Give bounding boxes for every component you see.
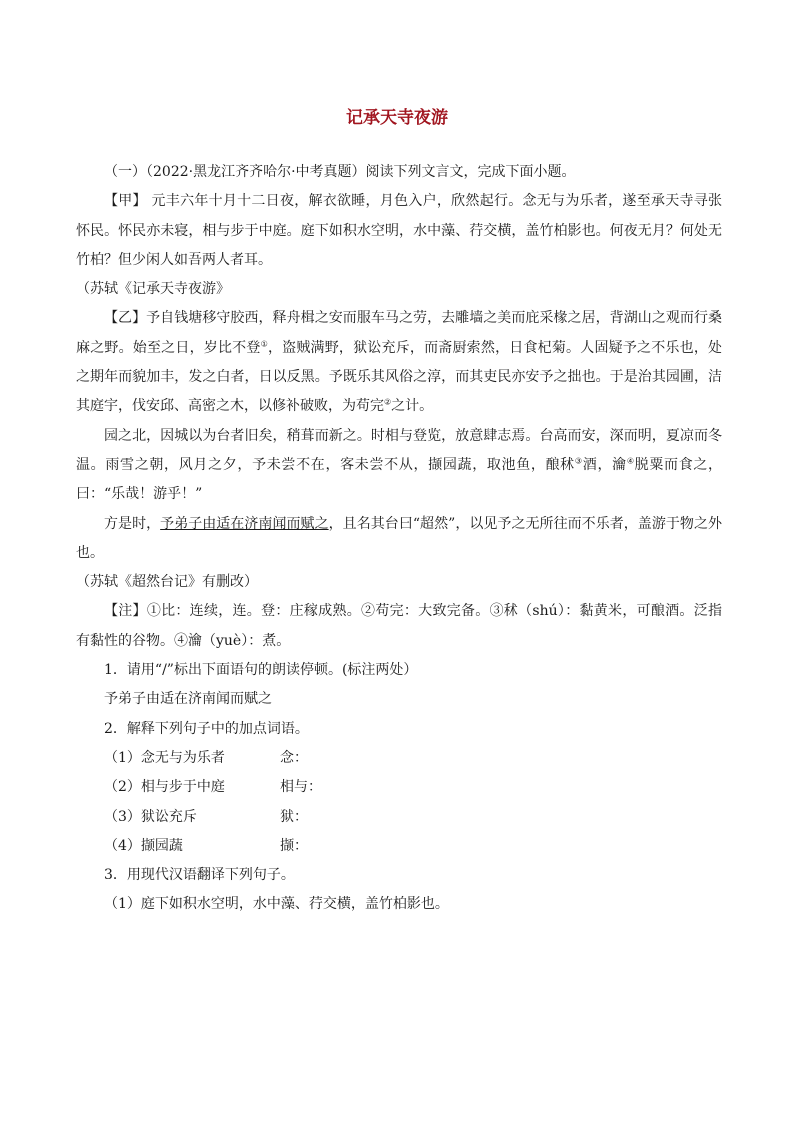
question-2-answer-slot: 相与： — [280, 779, 322, 796]
passage-yi-label: 【乙】 — [104, 310, 147, 327]
question-1-stem: 1．请用“/”标出下面语句的朗读停顿。(标注两处） — [104, 662, 418, 679]
question-2-phrase: （2）相与步于中庭 — [104, 779, 225, 796]
footnote-marker: ④ — [626, 456, 635, 466]
question-2-answer-slot: 念： — [280, 749, 308, 766]
passage-yi-source: （苏轼《超然台记》有删改） — [76, 574, 258, 591]
passage-yi-p1-part: ，盗贼满野，狱讼充斥，而斋厨索然，日食杞菊。人固疑予之不乐也，处之期年而貌加丰，发之白者，日以反黑。予既乐其风俗之淳，而其吏民亦安予之拙也。于是治其园圃，洁其庭宇，伐安邱、高密之木，以修补破败，为苟完 — [76, 339, 723, 415]
intro-line: （一）（2022·黑龙江齐齐哈尔·中考真题）阅读下列文言文，完成下面小题。 — [104, 164, 576, 180]
footnote-marker: ① — [260, 339, 268, 349]
question-2-item — [76, 773, 722, 802]
passage-yi-p1 — [76, 304, 722, 421]
passage-jia-source: （苏轼《记承天寺夜游》 — [76, 281, 230, 298]
question-2-answer-slot: 狱： — [280, 808, 308, 825]
question-3-item: （1）庭下如积水空明，水中藻、荇交横，盖竹柏影也。 — [104, 896, 449, 913]
question-2-phrase: （1）念无与为乐者 — [104, 749, 225, 766]
footnote-marker: ③ — [574, 456, 583, 466]
passage-yi-p1-part: 予自钱塘移守胶西，释舟楫之安而服车马之劳，去雕墙之美而庇采椽之居，背湖山之观而行桑麻之野。始至之日，岁比不登 — [76, 310, 722, 356]
question-2-phrase: （4）撷园蔬 — [104, 837, 183, 854]
passage-yi-p2 — [76, 422, 722, 510]
footnote-marker: ② — [384, 397, 392, 407]
document-body — [76, 158, 722, 920]
question-2-answer-slot: 撷： — [280, 837, 308, 854]
passage-jia-label: 【甲】 — [104, 193, 147, 210]
question-1-sentence: 予弟子由适在济南闻而赋之 — [104, 691, 272, 708]
page-title: 记承天寺夜游 — [346, 108, 448, 128]
passage-yi-p3-part: 方是时， — [104, 515, 161, 532]
question-2-item — [76, 832, 722, 861]
passage-jia — [76, 187, 722, 275]
passage-yi-p2-part: 脱粟而食之，曰：“乐哉！游乎！” — [76, 456, 723, 503]
question-2-item — [76, 744, 722, 773]
question-2-phrase: （3）狱讼充斥 — [104, 808, 197, 825]
annotation-note: 【注】①比：连续，连。登：庄稼成熟。②苟完：大致完备。③秫（shú）：黏黄米，可酿酒。泛指有黏性的谷物。④瀹（yuè）：煮。 — [76, 603, 722, 649]
passage-yi-p2-part: 园之北，因城以为台者旧矣，稍葺而新之。时相与登览，放意肆志焉。台高而安，深而明，夏凉而冬温。雨雪之朝，风月之夕，予未尝不在，客未尝不从，撷园蔬，取池鱼，酿秫 — [76, 427, 722, 473]
passage-jia-text: 元丰六年十月十二日夜，解衣欲睡，月色入户，欣然起行。念无与为乐者，遂至承天寺寻张怀民。怀民亦未寝，相与步于中庭。庭下如积水空明，水中藻、荇交横，盖竹柏影也。何夜无月？何处无竹柏？但少闲人如吾两人者耳。 — [76, 193, 723, 268]
passage-yi-p3-part: ，且名其台曰“超然”，以见予之无所往而不乐者，盖游于物之外也。 — [76, 515, 723, 561]
passage-yi-p2-part: 酒，瀹 — [582, 456, 627, 473]
question-2-item — [76, 803, 722, 832]
question-2-stem: 2．解释下列句子中的加点词语。 — [104, 720, 309, 737]
underlined-sentence: 予弟子由适在济南闻而赋之 — [160, 515, 329, 532]
question-3-stem: 3．用现代汉语翻译下列句子。 — [104, 867, 295, 884]
passage-yi-p1-part: 之计。 — [391, 398, 434, 415]
passage-yi-p3 — [76, 510, 722, 569]
